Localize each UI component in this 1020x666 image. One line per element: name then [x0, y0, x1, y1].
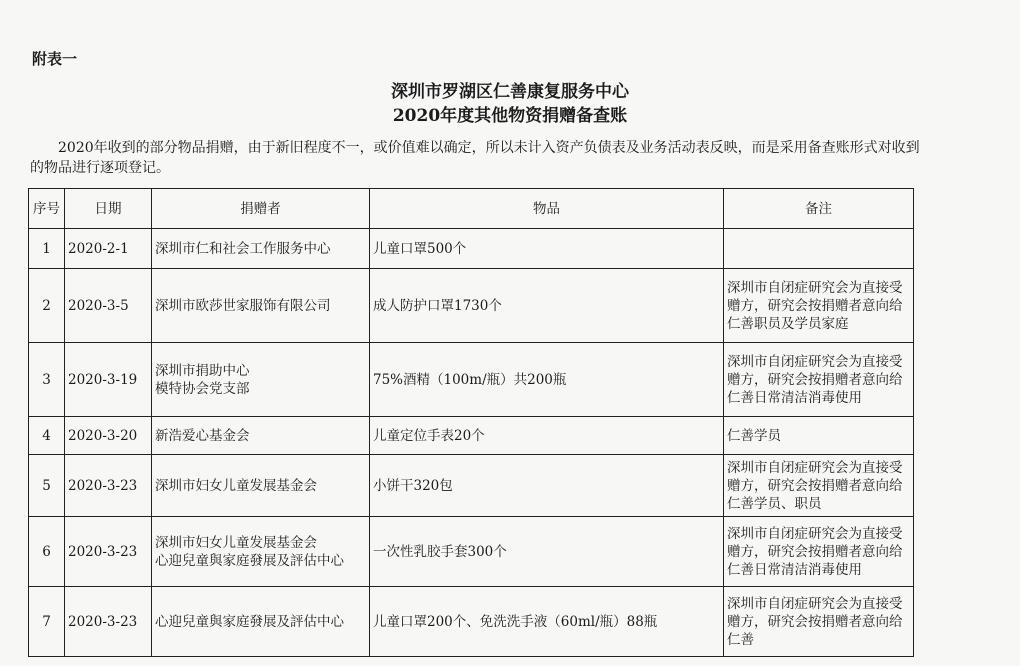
table-row — [29, 455, 914, 517]
row-item: 75%酒精（100m/瓶）共200瓶 — [370, 343, 724, 417]
row-date: 2020-3-19 — [65, 343, 152, 417]
row-donor: 心迎兒童與家庭發展及評估中心 — [152, 587, 370, 657]
doc-title-ledger: 2020年度其他物资捐赠备查账 — [392, 106, 628, 126]
table-row — [29, 229, 914, 269]
row-note: 仁善学员 — [724, 417, 914, 455]
row-no: 1 — [29, 229, 65, 269]
row-item: 儿童定位手表20个 — [370, 417, 724, 455]
row-note: 深圳市自闭症研究会为直接受赠方，研究会按捐赠者意向给仁善日常清洁消毒使用 — [724, 517, 914, 587]
row-no: 6 — [29, 517, 65, 587]
table-row — [29, 517, 914, 587]
row-item: 儿童口罩200个、免洗洗手液（60ml/瓶）88瓶 — [370, 587, 724, 657]
row-date: 2020-3-20 — [65, 417, 152, 455]
row-date: 2020-3-23 — [65, 455, 152, 517]
row-note: 深圳市自闭症研究会为直接受赠方，研究会按捐赠者意向给仁善日常清洁消毒使用 — [724, 343, 914, 417]
table-row — [29, 343, 914, 417]
row-no: 2 — [29, 269, 65, 343]
row-no: 5 — [29, 455, 65, 517]
row-donor: 深圳市捐助中心 模特协会党支部 — [152, 343, 370, 417]
row-date: 2020-2-1 — [65, 229, 152, 269]
header-no: 序号 — [29, 189, 65, 229]
row-no: 4 — [29, 417, 65, 455]
row-note — [724, 229, 914, 269]
table-header-row — [29, 189, 914, 229]
row-donor: 深圳市仁和社会工作服务中心 — [152, 229, 370, 269]
row-item: 一次性乳胶手套300个 — [370, 517, 724, 587]
row-item: 儿童口罩500个 — [370, 229, 724, 269]
row-donor: 新浩爱心基金会 — [152, 417, 370, 455]
appendix-label: 附表一 — [32, 50, 78, 68]
intro-paragraph: 2020年收到的部分物品捐赠，由于新旧程度不一，或价值难以确定，所以未计入资产负债表及业务活动表反映，而是采用备查账形式对收到的物品进行逐项登记。 — [30, 140, 920, 176]
row-date: 2020-3-23 — [65, 587, 152, 657]
row-no: 7 — [29, 587, 65, 657]
donation-ledger-table — [28, 188, 914, 657]
row-date: 2020-3-5 — [65, 269, 152, 343]
doc-title-org: 深圳市罗湖区仁善康复服务中心 — [391, 82, 629, 102]
table-row — [29, 587, 914, 657]
header-item: 物品 — [370, 189, 724, 229]
row-date: 2020-3-23 — [65, 517, 152, 587]
row-note: 深圳市自闭症研究会为直接受赠方，研究会按捐赠者意向给仁善 — [724, 587, 914, 657]
row-note: 深圳市自闭症研究会为直接受赠方，研究会按捐赠者意向给仁善职员及学员家庭 — [724, 269, 914, 343]
table-row — [29, 417, 914, 455]
row-note: 深圳市自闭症研究会为直接受赠方，研究会按捐赠者意向给仁善学员、职员 — [724, 455, 914, 517]
row-no: 3 — [29, 343, 65, 417]
header-donor: 捐赠者 — [152, 189, 370, 229]
row-donor: 深圳市妇女儿童发展基金会 — [152, 455, 370, 517]
row-item: 成人防护口罩1730个 — [370, 269, 724, 343]
row-donor: 深圳市妇女儿童发展基金会 心迎兒童與家庭發展及評估中心 — [152, 517, 370, 587]
table-row — [29, 269, 914, 343]
row-item: 小饼干320包 — [370, 455, 724, 517]
header-date: 日期 — [65, 189, 152, 229]
header-note: 备注 — [724, 189, 914, 229]
row-donor: 深圳市欧莎世家服饰有限公司 — [152, 269, 370, 343]
